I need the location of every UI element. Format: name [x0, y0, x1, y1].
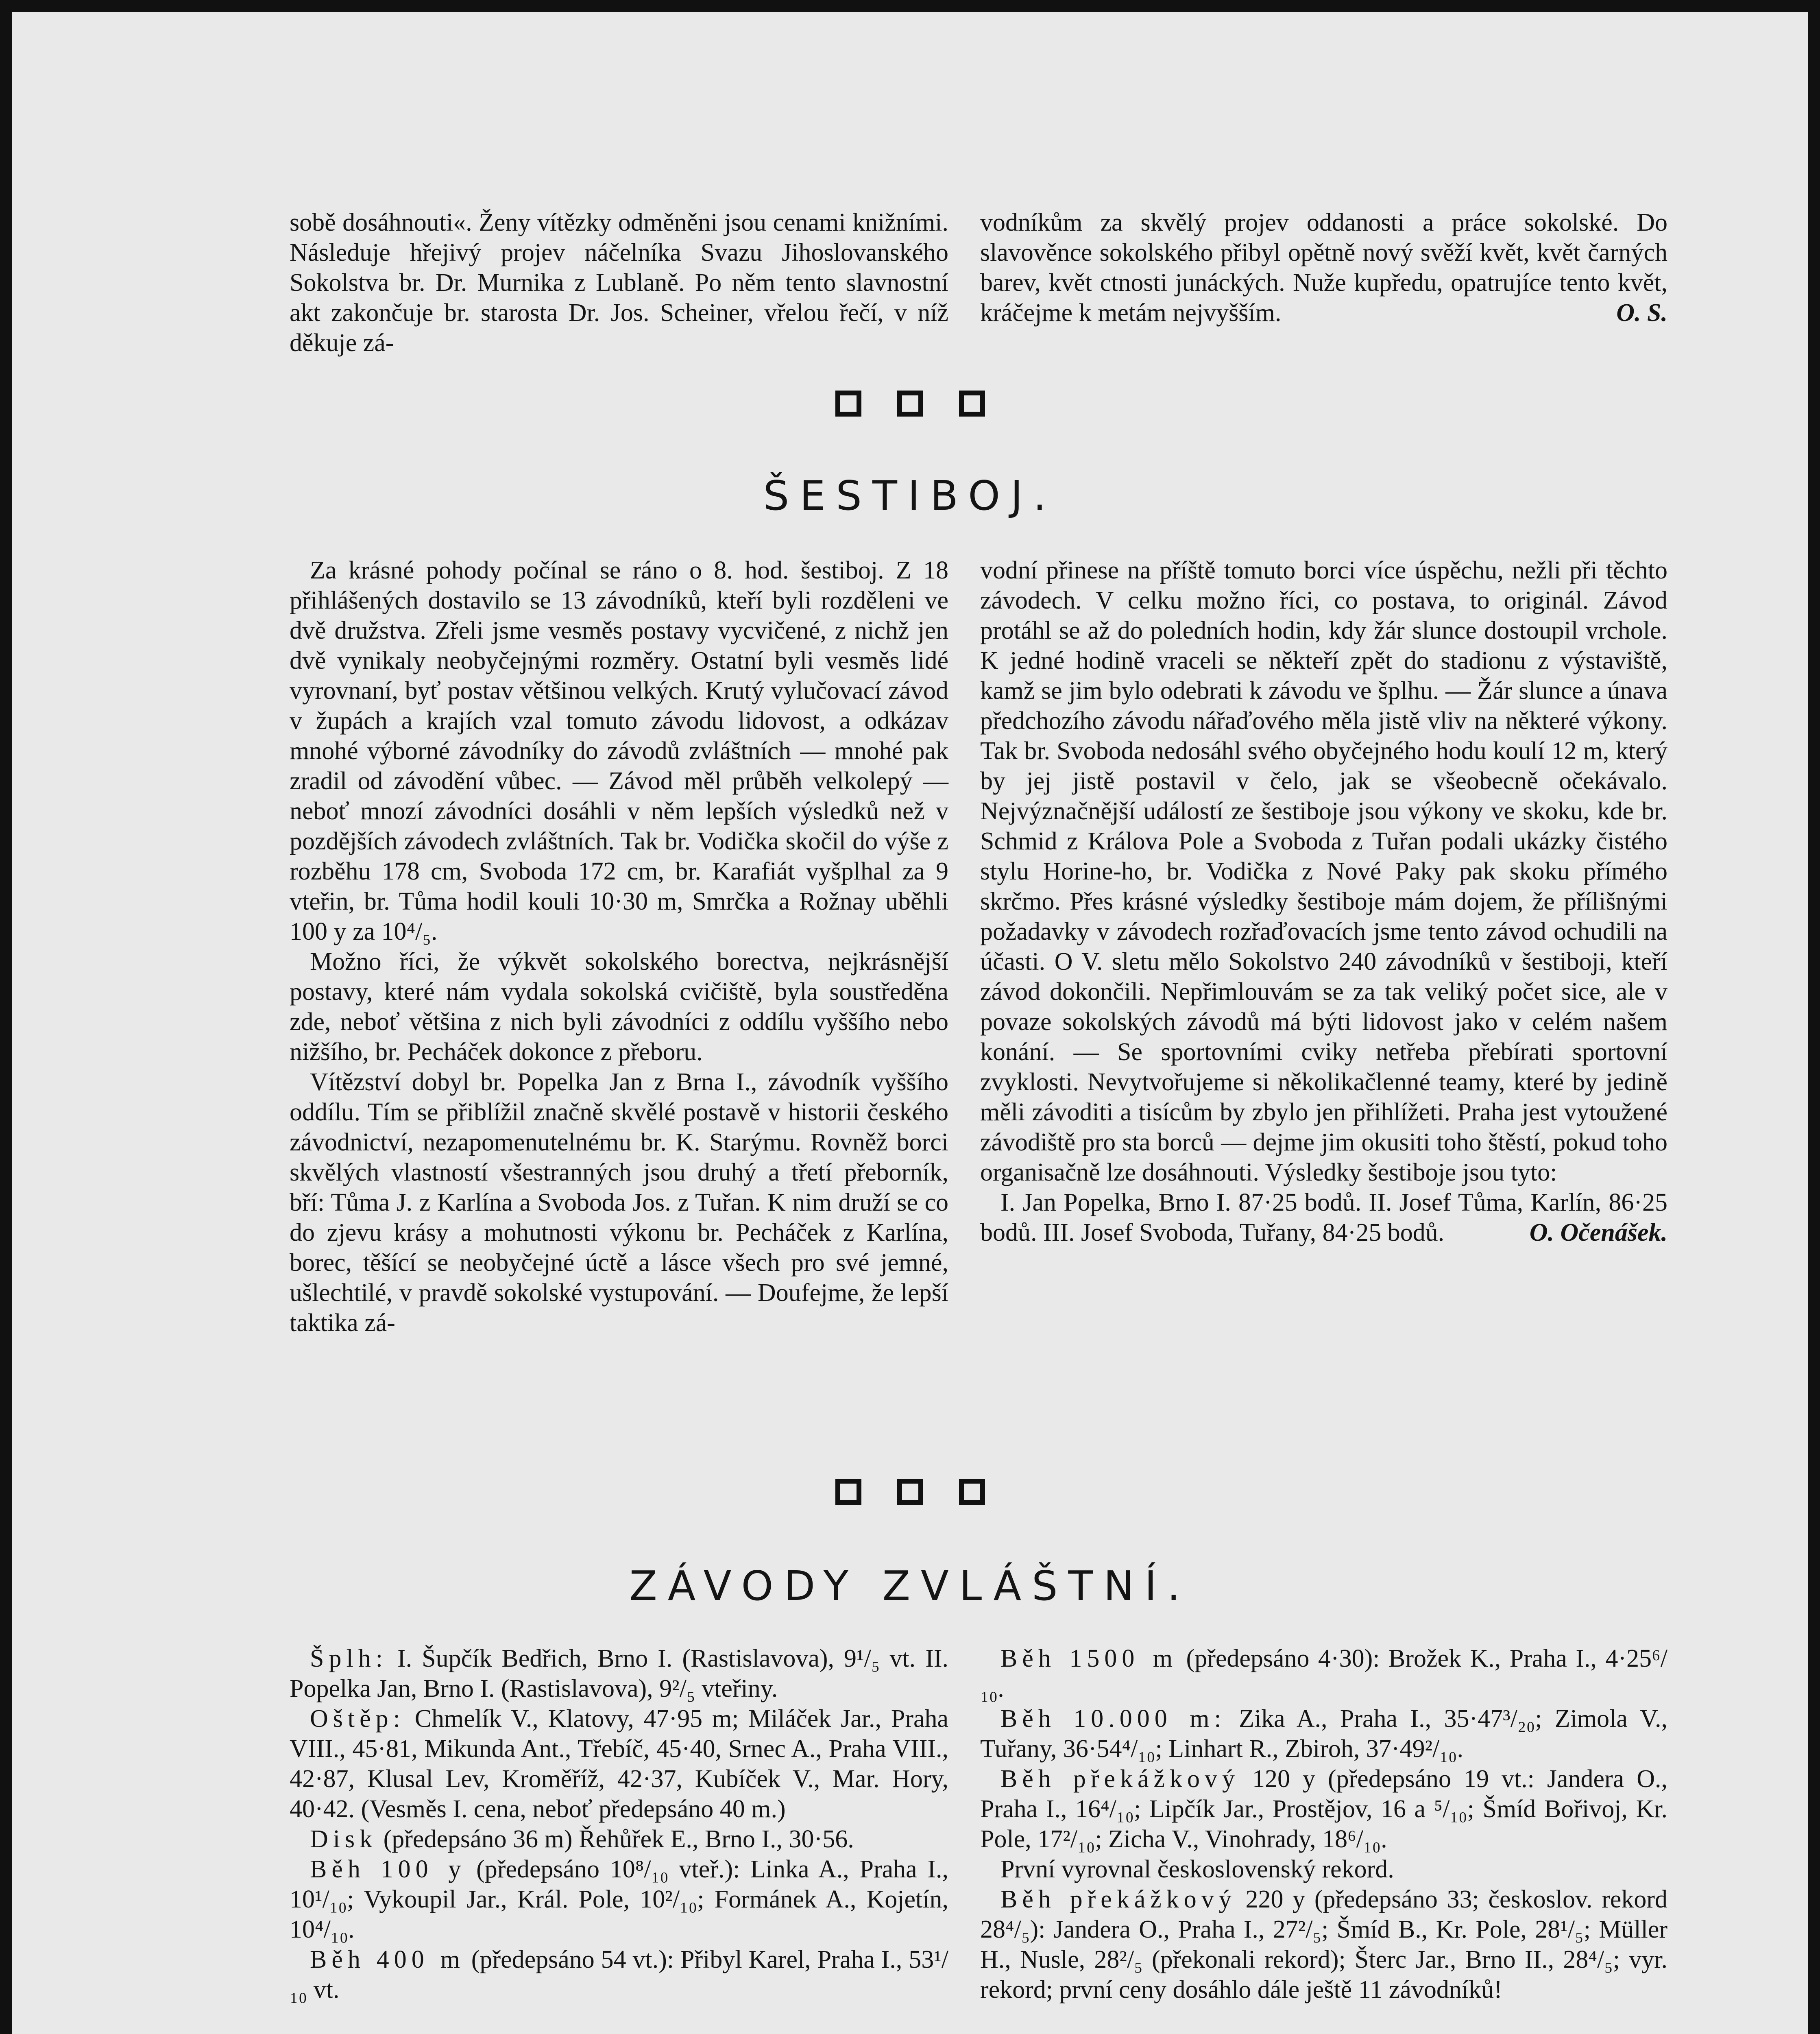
heading-zavody-zvlastni: ZÁVODY ZVLÁŠTNÍ.: [629, 1562, 1191, 1610]
result-prekazky-220y: [980, 1884, 1667, 2005]
event-label: Disk: [310, 1825, 377, 1853]
result-beh-10000m: [980, 1704, 1667, 1764]
result-splh: [290, 1643, 948, 1704]
event-label: Běh 1500 m: [1000, 1645, 1178, 1672]
event-label: Šplh:: [310, 1645, 388, 1672]
section-divider-2: [12, 1479, 1808, 1505]
event-text: První vyrovnal československý rekord.: [1000, 1855, 1394, 1883]
event-text: 220 y (předepsáno 33; českoslov. rekord 28⁴/₅): Jandera O., Praha I., 27²/₅; Šmíd B., Kr. Pole, 28¹/₅; Müller H., Nusle, 28²/₅ (překonali rekord); Šterc Jar., Brno II., 28⁴/₅; vyr. rekord; první ceny dosáhlo dále ještě 11 závodníků!: [980, 1886, 1667, 2003]
top-right-text: [980, 207, 1667, 328]
top-right-body: vodníkům za skvělý projev oddanosti a práce sokolské. Do slavověnce sokolského přibyl opětně nový svěží květ, květ čarných barev, květ ctnosti junáckých. Nuže kupředu, opatrujíce tento květ, kráčejme k metám nejvyšším.: [980, 209, 1667, 327]
sestiboj-right-p1: vodní přinese na příště tomuto borci více úspěchu, nežli při těchto závodech. V celku možno říci, co postava, to originál. Závod protáhl se až do poledních hodin, kdy žár slunce dostoupil vrchole. K jedné hodině vraceli se někteří zpět do stadionu z výstaviště, kamž se jim bylo odebrati k závodu ve šplhu. — Žár slunce a únava předchozího závodu nářaďového měla jistě vliv na některé výkony. Tak br. Svoboda nedosáhl svého obyčejného hodu koulí 12 m, který by jej jistě postavil v čelo, jak se všeobecně očekávalo. Nejvýznačnější událostí ze šestiboje jsou výkony ve skoku, kde br. Schmid z Králova Pole a Svoboda z Tuřan podali ukázky čistého stylu Horine-ho, br. Vodička z Nové Paky pak skoku přímého skrčmo. Přes krásné výsledky šestiboje mám dojem, že přílišnými požadavky v závodech rozřaďovacích jsme tento závod ochudili na účasti. O V. sletu mělo Sokolstvo 240 závodníků v šestiboji, kteří závod dokončili. Nepřimlouvám se za tak veliký počet sice, ale v povaze sokolských závodů má býti lidovost jako v celém našem konání. — Se sportovními cviky netřeba přebírati sportovní zvyklosti. Nevytvořujeme si několikačlenné teamy, které by jedině měli závoditi a tisícům by zbylo jen přihlížeti. Praha jest vytoužené závodiště pro sta borců — dejme jim okusiti toho štěstí, pokud toho organisačně lze dosáhnouti. Výsledky šestiboje jsou tyto:: [980, 557, 1667, 1186]
event-text: (předepsáno 10⁸/₁₀ vteř.): Linka A., Praha I., 10¹/₁₀; Vykoupil Jar., Král. Pole, 10²/₁₀; Formánek A., Kojetín, 10⁴/₁₀.: [290, 1855, 949, 1943]
event-label: Běh 400 m: [310, 1946, 465, 1973]
result-ostep: [290, 1704, 948, 1824]
top-right-paragraph: [980, 207, 1667, 328]
event-text: (předepsáno 4·30): Brožek K., Praha I., 4·25⁶/₁₀.: [980, 1645, 1668, 1702]
sestiboj-left-p1: Za krásné pohody počínal se ráno o 8. hod. šestiboj. Z 18 přihlášených dostavilo se 13 závodníků, kteří byli rozděleni ve dvě družstva. Zřeli jsme vesměs postavy vycvičené, z nichž jen dvě vynikaly neobyčejnými rozměry. Ostatní byli vesměs lidé vyrovnaní, byť postav většinou velkých. Krutý vylučovací závod v župách a krajích vzal tomuto závodu lidovost, a odkázav mnohé výborné závodníky do závodů zvláštních — mnohé pak zradil od závodění vůbec. — Závod měl průběh velkolepý — neboť mnozí závodníci dosáhli v něm lepších výsledků než v pozdějších závodech zvláštních. Tak br. Vodička skočil do výše z rozběhu 178 cm, Svoboda 172 cm, br. Karafiát vyšplhal za 9 vteřin, br. Tůma hodil kouli 10·30 m, Smrčka a Rožnay uběhli 100 y za 10⁴/₅.: [290, 557, 948, 945]
square-ornament: [897, 1479, 923, 1505]
event-label: Oštěp:: [310, 1705, 405, 1733]
sestiboj-right-column: [980, 555, 1667, 1248]
top-signature: O. S.: [1616, 299, 1667, 327]
square-ornament: [959, 1479, 985, 1505]
top-left-paragraph: [290, 207, 948, 358]
record-note: [980, 1854, 1667, 1884]
sestiboj-left-column: [290, 555, 948, 1338]
event-label: Běh překážkový: [1000, 1886, 1236, 1913]
heading-sestiboj: ŠESTIBOJ.: [763, 472, 1057, 519]
event-text: I. Šupčík Bedřich, Brno I. (Rastislavova), 9¹/₅ vt. II. Popelka Jan, Brno I. (Rastislavova), 9²/₅ vteřiny.: [290, 1645, 948, 1702]
square-ornament: [959, 391, 985, 417]
section-divider-1: [12, 391, 1808, 417]
event-label: Běh překážkový: [1000, 1765, 1240, 1793]
result-disk: [290, 1824, 948, 1854]
zavody-right-column: [980, 1643, 1667, 2005]
event-label: Běh 100 y: [310, 1855, 466, 1883]
document-page: [12, 12, 1808, 2034]
event-text: Zika A., Praha I., 35·47³/₂₀; Zimola V., Tuřany, 36·54⁴/₁₀; Linhart R., Zbiroh, 37·49²/₁₀.: [980, 1705, 1667, 1763]
sestiboj-signature: O. Očenášek.: [1529, 1219, 1667, 1246]
sestiboj-right-p2: [980, 1187, 1667, 1248]
top-left-text: sobě dosáhnouti«. Ženy vítězky odměněni jsou cenami knižními. Následuje hřejivý projev náčelníka Svazu Jihoslovanského Sokolstva br. Dr. Murnika z Lublaně. Po něm tento slavnostní akt zakončuje br. starosta Dr. Jos. Scheiner, vřelou řečí, v níž děkuje zá-: [290, 209, 948, 357]
event-label: Běh 10.000 m:: [1000, 1705, 1226, 1733]
sestiboj-results: I. Jan Popelka, Brno I. 87·25 bodů. II. Josef Tůma, Karlín, 86·25 bodů. III. Josef Svoboda, Tuřany, 84·25 bodů.: [980, 1189, 1667, 1246]
result-beh-400m: [290, 1945, 948, 2005]
square-ornament: [897, 391, 923, 417]
result-prekazky-120y: [980, 1764, 1667, 1854]
sestiboj-left-p3: Vítězství dobyl br. Popelka Jan z Brna I., závodník vyššího oddílu. Tím se přiblížil značně skvělé postavě v historii českého závodnictví, nezapomenutelnému br. K. Starýmu. Rovněž borci skvělých vlastností všestranných jsou druhý a třetí přeborník, bří: Tůma J. z Karlína a Svoboda Jos. z Tuřan. K nim druží se co do zjevu krásy a mohutnosti výkonu br. Pecháček z Karlína, borec, těšící se neobyčejné úctě a lásce všech pro své jemné, ušlechtilé, v pravdě sokolské vystupování. — Doufejme, že lepší taktika zá-: [290, 1068, 948, 1337]
result-beh-1500m: [980, 1643, 1667, 1704]
sestiboj-left-p2: Možno říci, že výkvět sokolského borectva, nejkrásnější postavy, které nám vydala sokolská cvičiště, byla soustředěna zde, neboť většina z nich byli závodníci z oddílu vyššího nebo nižšího, br. Pecháček dokonce z přeboru.: [290, 948, 948, 1066]
event-text: Chmelík V., Klatovy, 47·95 m; Miláček Jar., Praha VIII., 45·81, Mikunda Ant., Třebíč, 45·40, Srnec A., Praha VIII., 42·87, Klusal Lev, Kroměříž, 42·37, Kubíček V., Mar. Hory, 40·42. (Vesměs I. cena, neboť předepsáno 40 m.): [290, 1705, 949, 1823]
event-text: (předepsáno 36 m) Řehůřek E., Brno I., 30·56.: [383, 1825, 854, 1853]
result-beh-100y: [290, 1854, 948, 1945]
zavody-left-column: [290, 1643, 948, 2005]
event-text: (předepsáno 54 vt.): Přibyl Karel, Praha I., 53¹/₁₀ vt.: [290, 1946, 949, 2003]
square-ornament: [835, 391, 861, 417]
square-ornament: [835, 1479, 861, 1505]
event-text: 120 y (předepsáno 19 vt.: Jandera O., Praha I., 16⁴/₁₀; Lipčík Jar., Prostějov, 16 a ⁵/₁₀; Šmíd Bořivoj, Kr. Pole, 17²/₁₀; Zicha V., Vinohrady, 18⁶/₁₀.: [980, 1765, 1667, 1853]
